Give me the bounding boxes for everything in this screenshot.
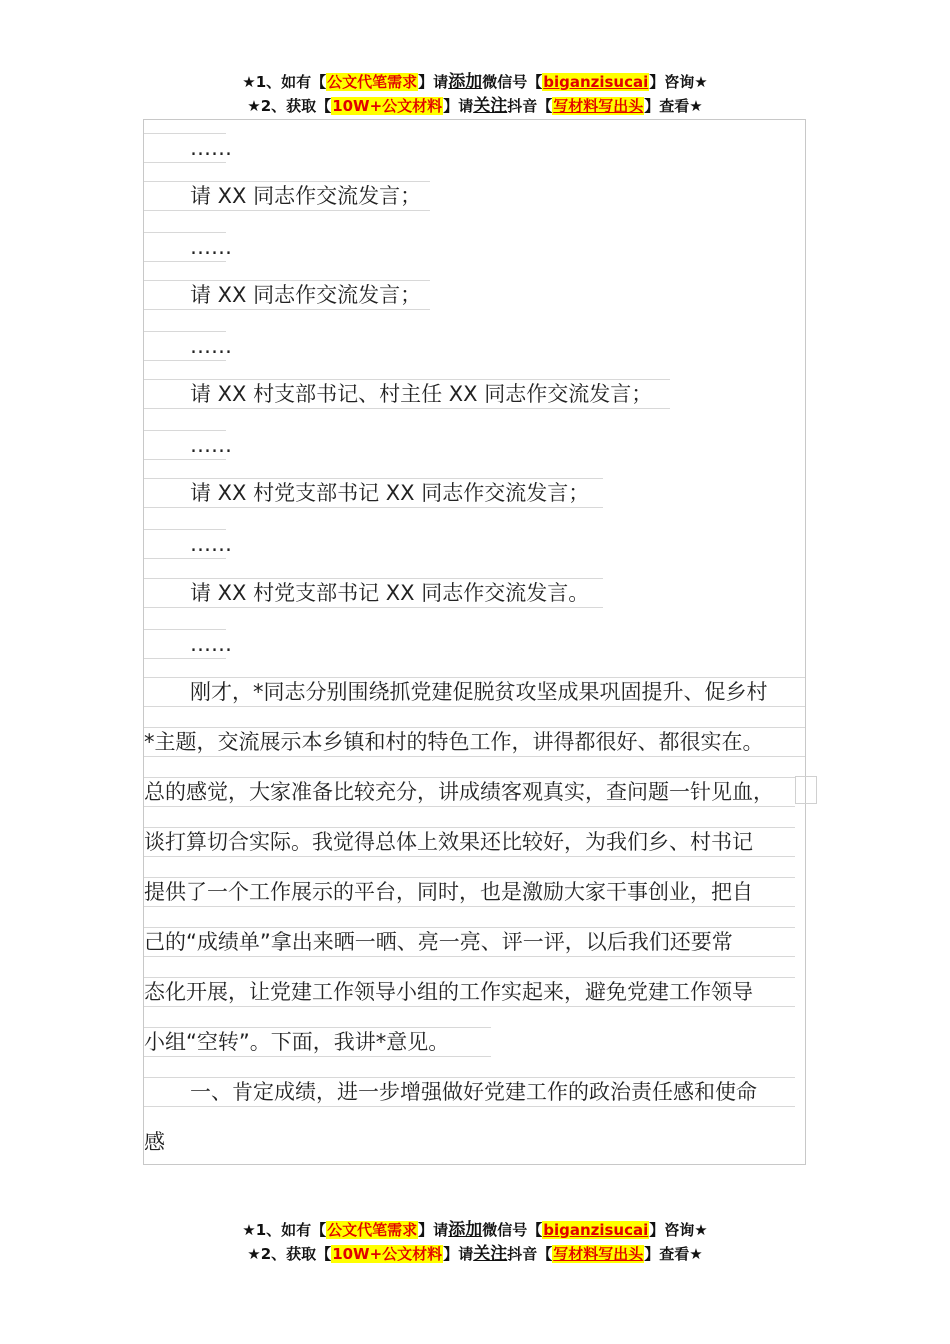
promo-text: 】咨询★ [649,73,708,91]
promo-emphasis: 添加 [448,1220,483,1240]
section-heading-line: 一、肯定成绩，进一步增强做好党建工作的政治责任感和使命 [144,1077,757,1107]
promo-text: ★1、如有【 [242,73,327,91]
promo-highlight: 公文代笔需求 [327,1221,418,1239]
promo-highlight: 10W+公文材料 [332,97,443,115]
doc-line: 请 XX 同志作交流发言； [144,181,421,211]
promo-text: 】请 [418,1221,449,1239]
promo-text: 】请 [443,97,474,115]
promo-text: 】请 [418,73,449,91]
doc-paragraph-line: 总的感觉，大家准备比较充分，讲成绩客观真实，查问题一针见血， [144,777,774,807]
promo-text: ★2、获取【 [247,97,332,115]
promo-text: 】查看★ [644,1245,703,1263]
promo-line-2 [0,94,950,118]
doc-paragraph-line: *主题，交流展示本乡镇和村的特色工作，讲得都很好、都很实在。 [144,727,764,757]
doc-paragraph-line: 刚才，*同志分别围绕抓党建促脱贫攻坚成果巩固提升、促乡村 [144,677,768,707]
promo-line-1 [0,70,950,94]
promo-emphasis: 添加 [448,72,483,92]
douyin-id-highlight: 写材料写出头 [553,97,644,115]
promo-line-1 [0,1218,950,1242]
doc-paragraph-line: 提供了一个工作展示的平台，同时，也是激励大家干事创业，把自 [144,877,753,907]
doc-line: …… [144,430,232,460]
promo-text: 】查看★ [644,97,703,115]
doc-line: …… [144,232,232,262]
doc-line: …… [144,133,232,163]
doc-paragraph-line: 己的“成绩单”拿出来晒一晒、亮一亮、评一评，以后我们还要常 [144,927,733,957]
promo-text: 抖音【 [507,1245,553,1263]
promo-highlight: 公文代笔需求 [327,73,418,91]
promo-text: 微信号【 [482,1221,543,1239]
promo-text: 微信号【 [482,73,543,91]
wechat-id-highlight: biganzisucai [543,1221,649,1239]
promo-emphasis: 关注 [473,96,508,116]
promo-text: 抖音【 [507,97,553,115]
wechat-id-highlight: biganzisucai [543,73,649,91]
promo-line-2 [0,1242,950,1266]
doc-paragraph-line: 态化开展，让党建工作领导小组的工作实起来，避免党建工作领导 [144,977,753,1007]
promo-text: ★2、获取【 [247,1245,332,1263]
doc-line: 请 XX 村支部书记、村主任 XX 同志作交流发言； [144,379,652,409]
promo-text: 】咨询★ [649,1221,708,1239]
doc-paragraph-line: 小组“空转”。下面，我讲*意见。 [144,1027,449,1057]
section-heading-line: 感 [144,1130,165,1154]
promo-text: 】请 [443,1245,474,1263]
doc-line: …… [144,629,232,659]
promo-emphasis: 关注 [473,1244,508,1264]
overflow-comma-box [795,776,817,804]
promo-text: ★1、如有【 [242,1221,327,1239]
document-page-frame [143,119,806,1165]
doc-line: 请 XX 村党支部书记 XX 同志作交流发言。 [144,578,589,608]
doc-line: 请 XX 同志作交流发言； [144,280,421,310]
promo-banner-bottom [0,1218,950,1266]
douyin-id-highlight: 写材料写出头 [553,1245,644,1263]
doc-line: …… [144,331,232,361]
doc-line: 请 XX 村党支部书记 XX 同志作交流发言； [144,478,589,508]
promo-banner-top [0,70,950,118]
promo-highlight: 10W+公文材料 [332,1245,443,1263]
doc-paragraph-line: 谈打算切合实际。我觉得总体上效果还比较好，为我们乡、村书记 [144,827,753,857]
doc-line: …… [144,529,232,559]
